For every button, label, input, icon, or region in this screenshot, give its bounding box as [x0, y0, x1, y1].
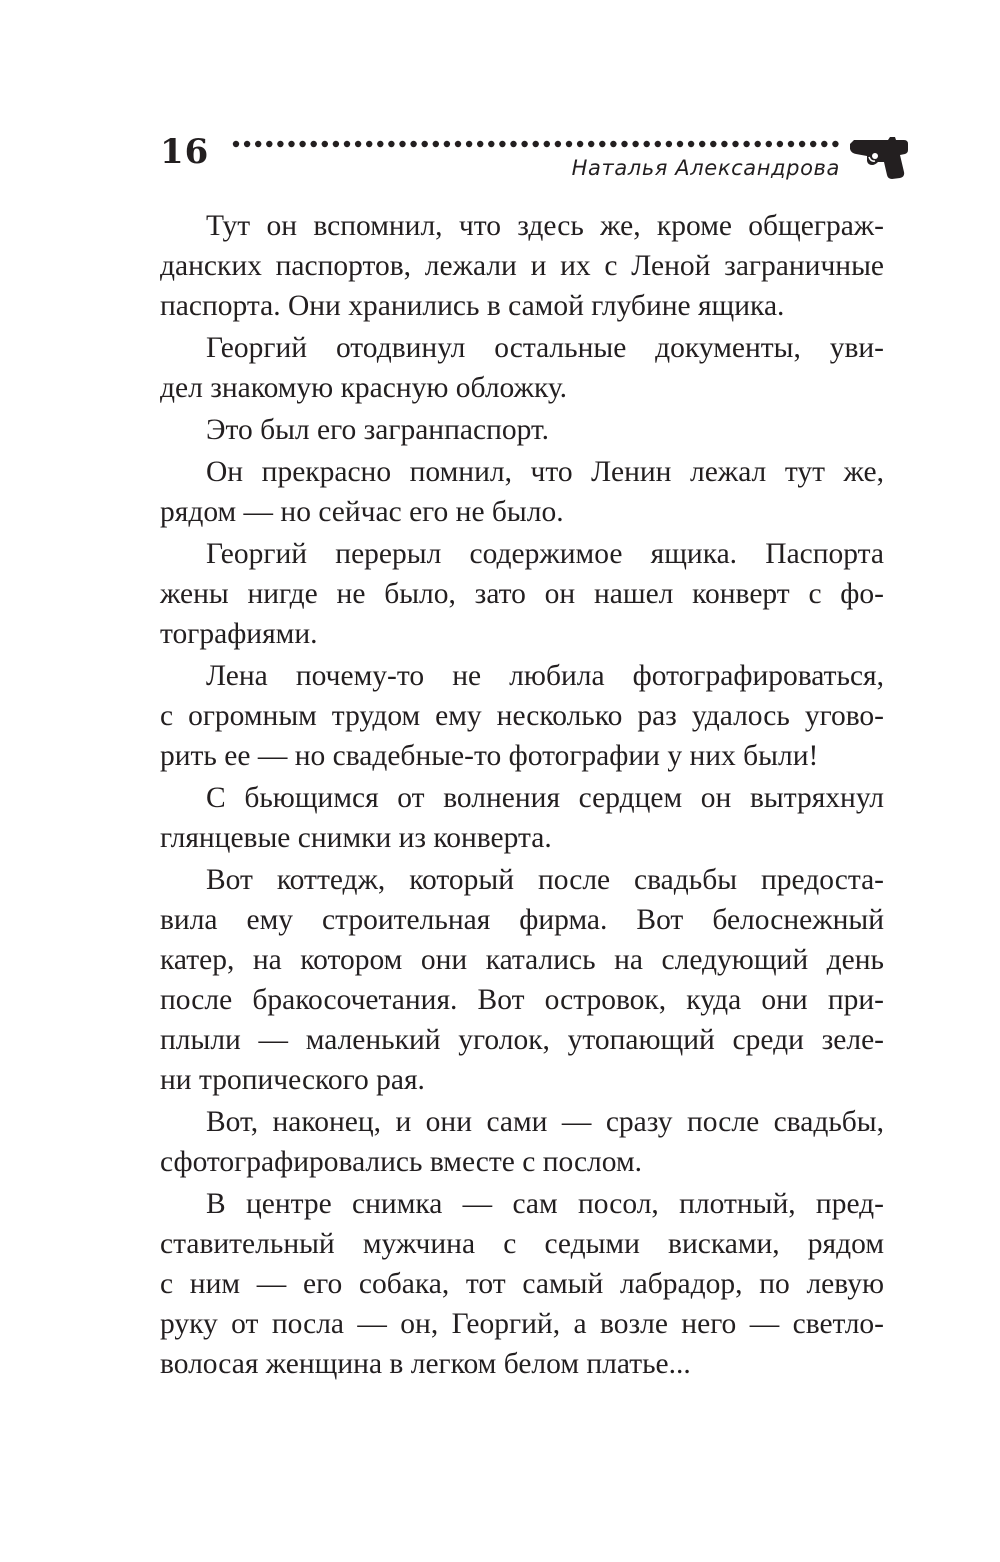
- paragraph: [160, 328, 884, 408]
- text-line: сфотографировались вместе с послом.: [160, 1146, 643, 1178]
- text-line: Вот, наконец, и они сами — сразу после свадьбы,: [206, 1106, 884, 1138]
- text-line: Лена почему-то не любила фотографироваться,: [206, 660, 884, 692]
- text-line: тографиями.: [160, 618, 318, 650]
- text-line: С бьющимся от волнения сердцем он вытряхнул: [206, 782, 884, 814]
- header-dotted-rule: [232, 134, 842, 154]
- text-line: В центре снимка — сам посол, плотный, пред-: [206, 1188, 884, 1220]
- text-line: жены нигде не было, зато он нашел конверт с фо-: [160, 578, 884, 610]
- text-line: рить ее — но свадебные-то фотографии у них были!: [160, 740, 819, 772]
- text-line: Георгий перерыл содержимое ящика. Паспорта: [206, 538, 884, 570]
- text-line: глянцевые снимки из конверта.: [160, 822, 552, 854]
- text-line: после бракосочетания. Вот островок, куда они при-: [160, 984, 884, 1016]
- text-line: рядом — но сейчас его не было.: [160, 496, 564, 528]
- text-line: Он прекрасно помнил, что Ленин лежал тут же,: [206, 456, 884, 488]
- revolver-icon: [848, 132, 910, 182]
- paragraph: [160, 1184, 884, 1384]
- text-line: с огромным трудом ему несколько раз удалось угово-: [160, 700, 884, 732]
- text-line: Георгий отодвинул остальные документы, уви-: [206, 332, 884, 364]
- text-line: волосая женщина в легком белом платье...: [160, 1348, 691, 1380]
- text-line: Это был его загранпаспорт.: [206, 414, 550, 446]
- text-line: катер, на котором они катались на следующий день: [160, 944, 884, 976]
- paragraph: [160, 656, 884, 776]
- paragraph: [160, 778, 884, 858]
- text-line: руку от посла — он, Георгий, а возле него — светло-: [160, 1308, 884, 1340]
- text-line: паспорта. Они хранились в самой глубине ящика.: [160, 290, 785, 322]
- text-line: Тут он вспомнил, что здесь же, кроме общеграж-: [206, 210, 884, 242]
- text-line: данских паспортов, лежали и их с Леной заграничные: [160, 250, 884, 282]
- text-line: с ним — его собака, тот самый лабрадор, по левую: [160, 1268, 884, 1300]
- paragraph: [160, 1102, 884, 1182]
- text-line: ни тропического рая.: [160, 1064, 425, 1096]
- text-line: плыли — маленький уголок, утопающий среди зеле-: [160, 1024, 884, 1056]
- text-line: ставительный мужчина с седыми висками, рядом: [160, 1228, 884, 1260]
- paragraph: [160, 206, 884, 326]
- text-line: дел знакомую красную обложку.: [160, 372, 568, 404]
- text-line: вила ему строительная фирма. Вот белоснежный: [160, 904, 884, 936]
- page-number: 16: [160, 132, 210, 172]
- body-text: [160, 206, 884, 1386]
- paragraph: [160, 534, 884, 654]
- running-head-author: Наталья Александрова: [571, 156, 840, 180]
- paragraph: [160, 410, 884, 450]
- paragraph: [160, 860, 884, 1100]
- text-line: Вот коттедж, который после свадьбы предоста-: [206, 864, 884, 896]
- paragraph: [160, 452, 884, 532]
